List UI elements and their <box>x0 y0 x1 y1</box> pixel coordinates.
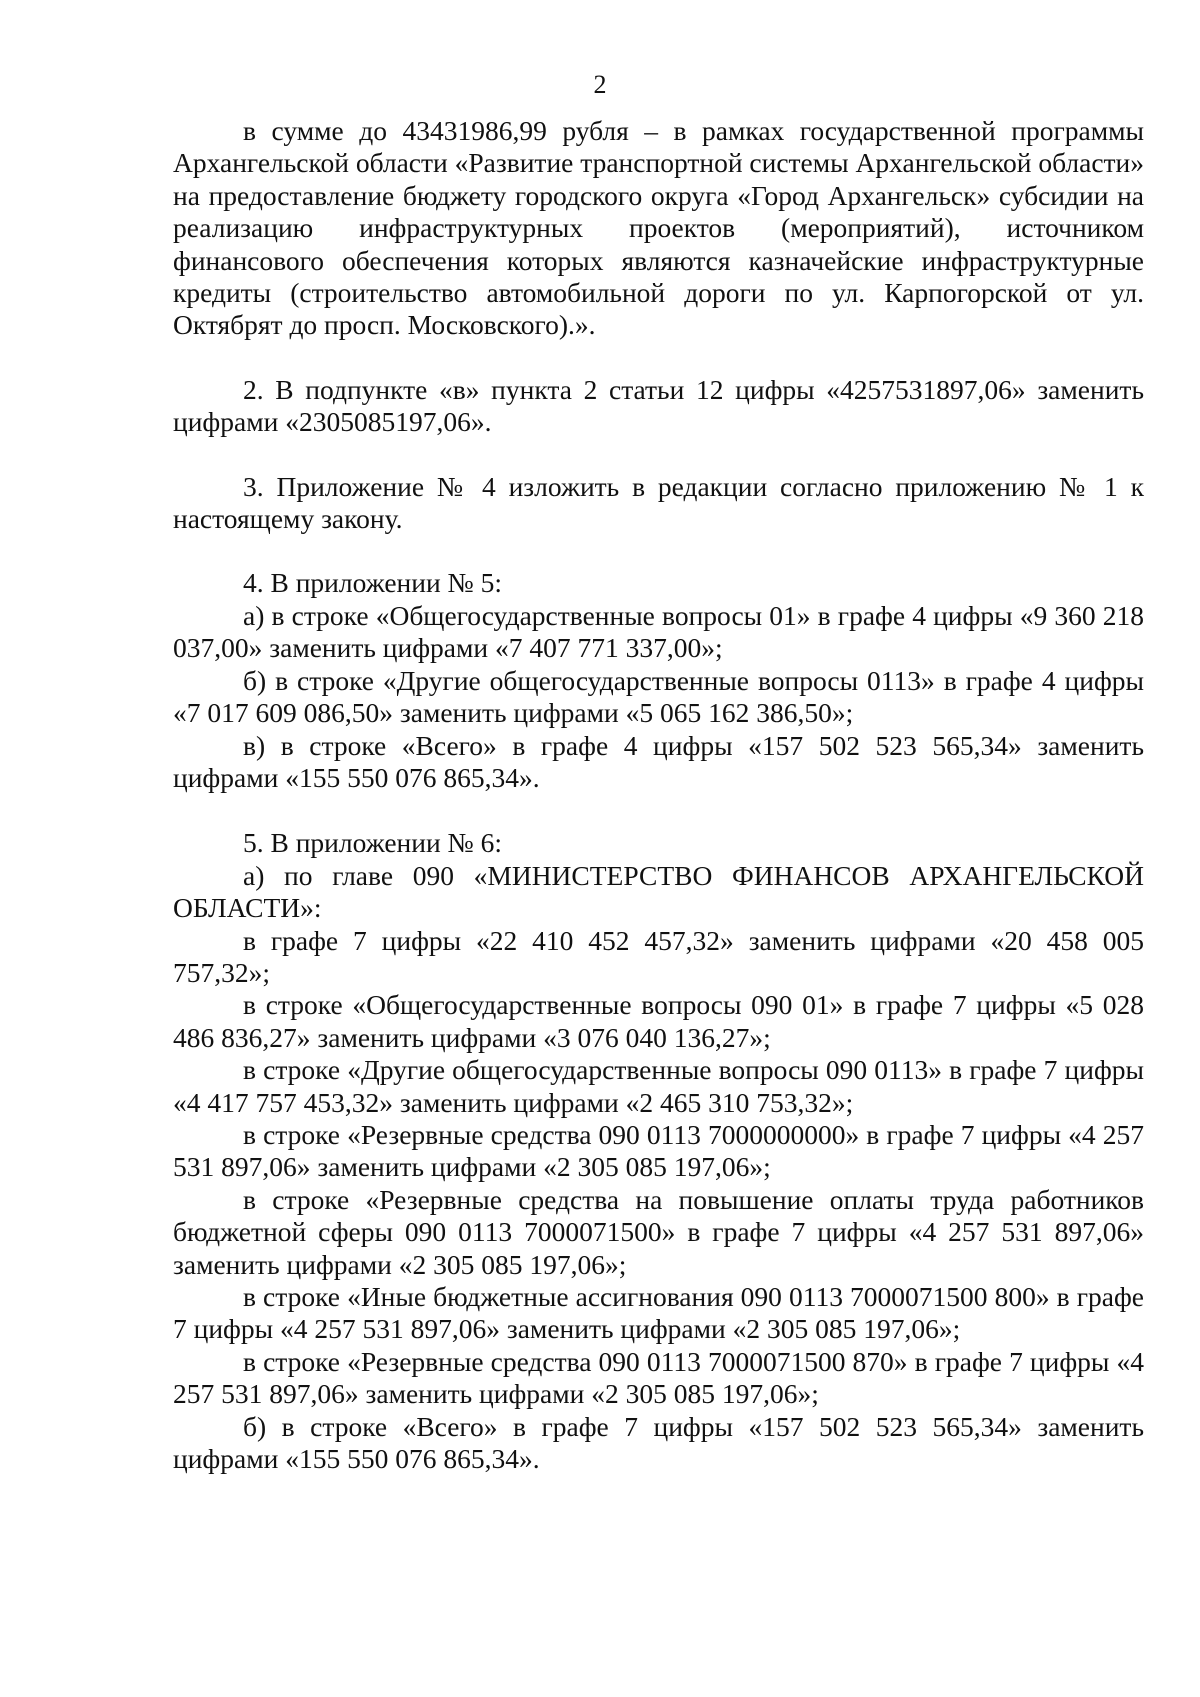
paragraph-item-3: 3. Приложение № 4 изложить в редакции согласно приложению № 1 к настоящему закону. <box>173 470 1144 535</box>
paragraph-item-5a-reserve-870: в строке «Резервные средства 090 0113 7000071500 870» в графе 7 цифры «4 257 531 897,06» заменить цифрами «2 305 085 197,06»; <box>173 1345 1144 1410</box>
paragraph-gap <box>173 794 1144 827</box>
paragraph-item-5a-column-7: в графе 7 цифры «22 410 452 457,32» заменить цифрами «20 458 005 757,32»; <box>173 924 1144 988</box>
paragraph-item-5a-other-general-issues: в строке «Другие общегосударственные вопросы 090 0113» в графе 7 цифры «4 417 757 453,32» заменить цифрами «2 465 310 753,32»; <box>173 1054 1144 1118</box>
document-body <box>173 115 1144 1475</box>
paragraph-item-4v: в) в строке «Всего» в графе 4 цифры «157 502 523 565,34» заменить цифрами «155 550 076 865,34». <box>173 729 1144 793</box>
paragraph-subsidy-amount: в сумме до 43431986,99 рубля – в рамках государственной программы Архангельской области «Развитие транспортной системы Архангельской области» на предоставление бюджету городского округа «Город Архангельск» субсидии на реализацию инфраструктурных проектов (мероприятий), источником финансового обеспечения которых являются казначейские инфраструктурные кредиты (строительство автомобильной дороги по ул. Карпогорской от ул. Октябрят до просп. Московского).». <box>173 115 1145 341</box>
paragraph-item-5a-other-allocations: в строке «Иные бюджетные ассигнования 090 0113 7000071500 800» в графе 7 цифры «4 257 531 897,06» заменить цифрами «2 305 085 197,06»; <box>173 1281 1144 1345</box>
page-number: 2 <box>593 70 607 99</box>
paragraph-gap <box>173 535 1144 567</box>
paragraph-item-2: 2. В подпункте «в» пункта 2 статьи 12 цифры «4257531897,06» заменить цифрами «2305085197,06». <box>173 373 1144 438</box>
paragraph-item-5: 5. В приложении № 6: <box>243 827 503 859</box>
paragraph-item-5a-general-issues: в строке «Общегосударственные вопросы 090 01» в графе 7 цифры «5 028 486 836,27» заменить цифрами «3 076 040 136,27»; <box>173 989 1144 1053</box>
paragraph-gap <box>173 342 1144 374</box>
paragraph-item-5a-reserve-wages: в строке «Резервные средства на повышение оплаты труда работников бюджетной сферы 090 0113 7000071500» в графе 7 цифры «4 257 531 897,06» заменить цифрами «2 305 085 197,06»; <box>173 1183 1144 1280</box>
paragraph-item-4: 4. В приложении № 5: <box>243 567 503 599</box>
paragraph-item-5a: а) по главе 090 «МИНИСТЕРСТВО ФИНАНСОВ АРХАНГЕЛЬСКОЙ ОБЛАСТИ»: <box>173 859 1144 924</box>
paragraph-item-5b: б) в строке «Всего» в графе 7 цифры «157 502 523 565,34» заменить цифрами «155 550 076 865,34». <box>173 1410 1144 1475</box>
paragraph-gap <box>173 439 1144 471</box>
paragraph-item-4a: а) в строке «Общегосударственные вопросы 01» в графе 4 цифры «9 360 218 037,00» заменить цифрами «7 407 771 337,00»; <box>173 599 1144 664</box>
paragraph-item-5a-reserve-funds: в строке «Резервные средства 090 0113 7000000000» в графе 7 цифры «4 257 531 897,06» заменить цифрами «2 305 085 197,06»; <box>173 1118 1144 1183</box>
paragraph-item-4b: б) в строке «Другие общегосударственные вопросы 0113» в графе 4 цифры «7 017 609 086,50» заменить цифрами «5 065 162 386,50»; <box>173 664 1144 729</box>
